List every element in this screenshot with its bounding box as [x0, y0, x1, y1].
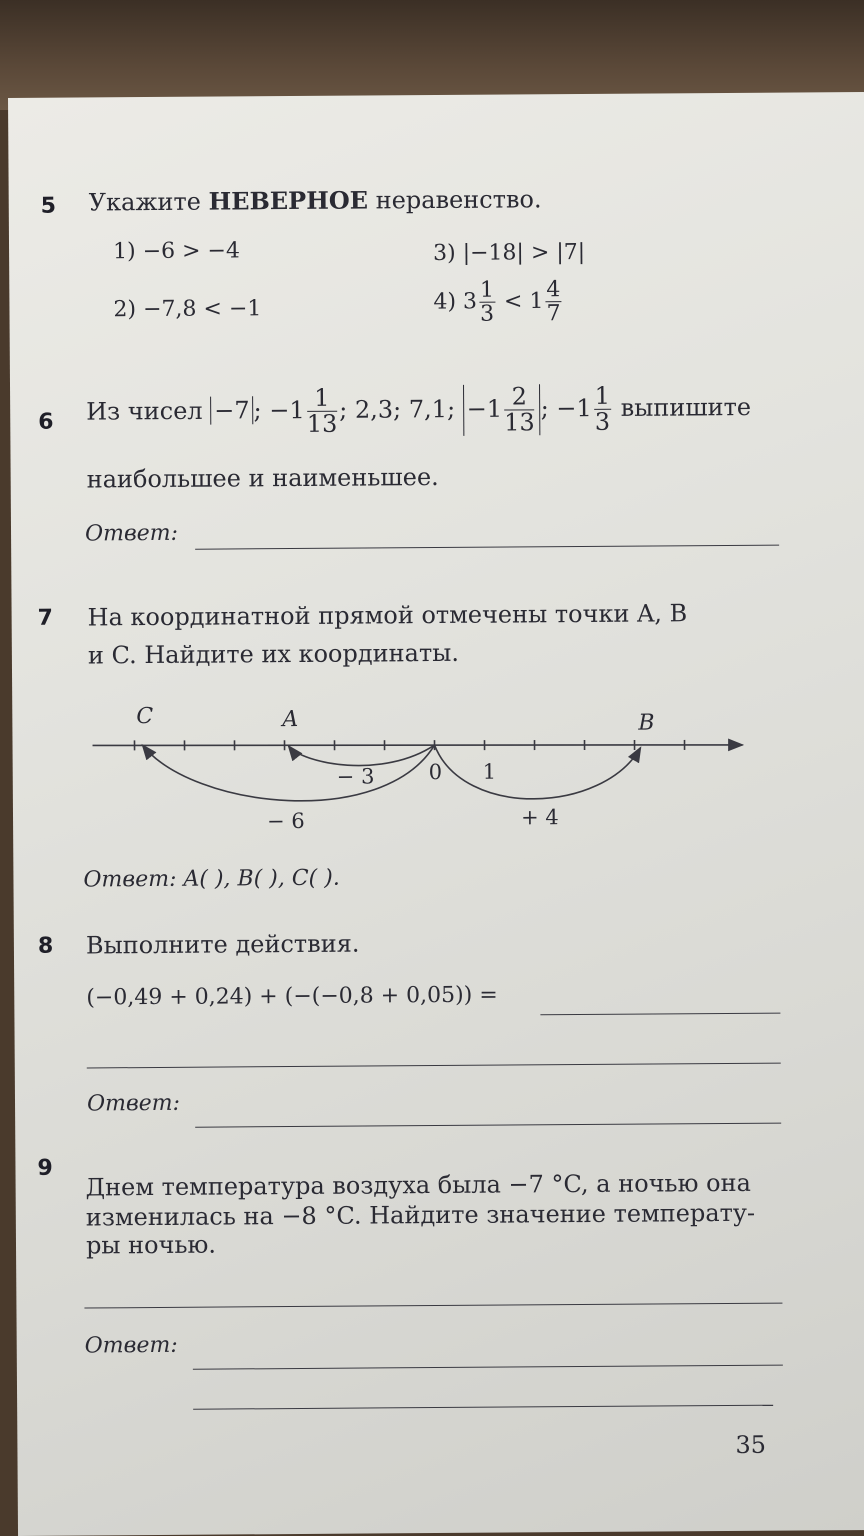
task-5-number: 5 [40, 193, 57, 219]
arc-label-minus-3: − 3 [336, 764, 375, 789]
task-6-question [86, 383, 751, 439]
task-6-text: −1 [466, 394, 503, 423]
fraction [479, 279, 495, 326]
task-5-text-post: неравенство. [367, 185, 542, 215]
fraction [545, 278, 561, 325]
number-line-diagram [82, 697, 763, 842]
fraction [504, 384, 535, 436]
axis-label-zero: 0 [428, 759, 443, 785]
task-8-line-1: Выполните действия. [85, 929, 360, 960]
axis-label-one: 1 [482, 759, 497, 784]
fraction [594, 381, 612, 437]
task-5-option-4-whole: 4) 3 [433, 289, 478, 315]
task-9-number: 9 [37, 1155, 53, 1181]
task-6-number: 6 [38, 409, 54, 435]
task-8-expression: (−0,49 + 0,24) + (−(−0,8 + 0,05)) = [86, 982, 498, 1011]
fraction-denominator: 3 [594, 407, 611, 437]
task-9-line-2: изменилась на −8 °C. Найдите значение температу- [85, 1198, 756, 1232]
task-5-text-pre: Укажите [88, 187, 209, 217]
fraction-numerator: 1 [479, 277, 495, 303]
task-6-text: ; −1 [253, 396, 305, 425]
task-6-text: выпишите [612, 393, 752, 422]
task-5-option-4-mid: < 1 [496, 288, 544, 315]
task-9-answer-line[interactable] [193, 1365, 783, 1370]
task-7-line-1: На координатной прямой отмечены точки A, B [87, 599, 688, 632]
task-6-text: ; −1 [540, 394, 592, 423]
task-5-emphasis: НЕВЕРНОЕ [208, 185, 369, 216]
task-8-answer-label: Ответ: [86, 1090, 181, 1117]
fraction-numerator: 1 [594, 381, 611, 410]
task-5-option-2[interactable]: 2) −7,8 < −1 [113, 296, 262, 323]
task-6-answer-line[interactable] [195, 545, 779, 550]
fraction-denominator: 7 [546, 301, 561, 327]
point-label-b: B [638, 710, 655, 736]
absolute-value [463, 384, 541, 436]
task-8-work-line-1[interactable] [540, 1013, 780, 1016]
task-7-answer[interactable]: Ответ: A( ), B( ), C( ). [83, 865, 340, 893]
fraction-denominator: 13 [504, 408, 535, 437]
task-8-number: 8 [37, 933, 54, 959]
arc-label-minus-6: − 6 [266, 808, 305, 834]
task-6-answer-label: Ответ: [84, 520, 179, 547]
task-5-option-3[interactable]: 3) |−18| > |7| [433, 239, 586, 267]
fraction-numerator: 1 [307, 386, 338, 412]
arc-minus-3 [289, 745, 435, 766]
task-5-option-1[interactable]: 1) −6 > −4 [112, 238, 241, 265]
arc-minus-6 [143, 743, 435, 802]
task-6-text: ; 2,3; 7,1; [339, 395, 463, 424]
fraction-denominator: 13 [306, 409, 338, 439]
task-9-answer-line-2[interactable] [193, 1405, 773, 1410]
fraction-numerator: 4 [546, 277, 561, 303]
point-label-a: A [282, 706, 299, 733]
task-6-line-2: наибольшее и наименьшее. [86, 463, 439, 494]
task-8-work-line-2[interactable] [87, 1063, 781, 1069]
task-8-answer-line[interactable] [195, 1123, 781, 1128]
absolute-value: −7 [210, 396, 254, 424]
workbook-page [8, 92, 864, 1536]
fraction-numerator: 2 [504, 384, 535, 410]
fraction [306, 383, 338, 439]
task-9-line-3: ры ночью. [85, 1230, 217, 1260]
task-5-option-4[interactable] [433, 278, 563, 326]
number-line-axis [93, 741, 743, 750]
page-number: 35 [735, 1430, 767, 1459]
task-9-work-line[interactable] [84, 1303, 782, 1309]
task-7-number: 7 [37, 605, 54, 631]
point-label-c: C [136, 704, 154, 730]
task-9-answer-label: Ответ: [84, 1332, 178, 1359]
task-6-text: Из чисел [86, 396, 211, 426]
task-7-line-2: и C. Найдите их координаты. [87, 638, 459, 670]
task-5-question [89, 184, 542, 216]
arc-plus-4 [435, 744, 641, 800]
fraction-denominator: 3 [480, 301, 495, 327]
task-9-line-1: Днем температура воздуха была −7 °C, а ночью она [85, 1168, 751, 1202]
arc-label-plus-4: + 4 [520, 805, 559, 830]
